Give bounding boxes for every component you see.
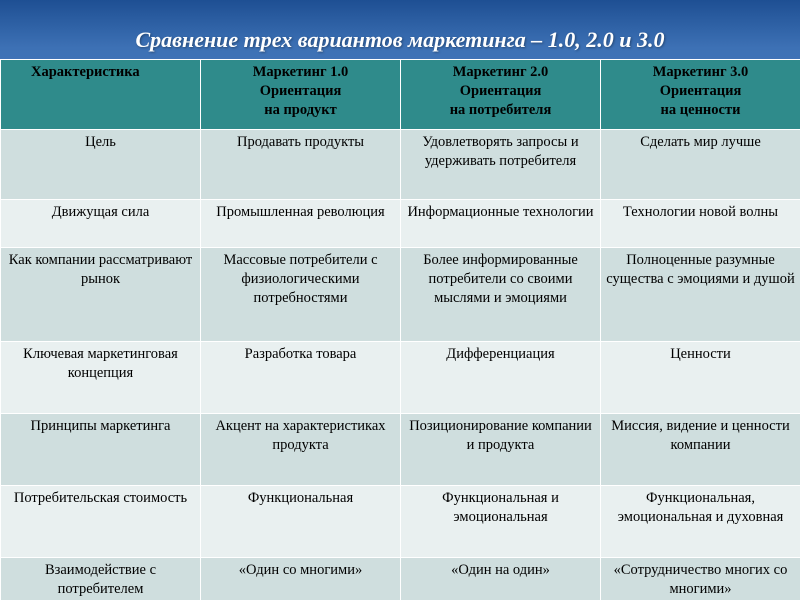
table-cell: Разработка товара <box>201 342 401 414</box>
table-cell: Полноценные разумные существа с эмоциями и душой <box>601 248 800 342</box>
table-cell: «Сотрудничество многих со многими» <box>601 558 800 600</box>
table-row <box>1 486 800 558</box>
table-row <box>1 342 800 414</box>
header-characteristic: Характеристика <box>1 60 201 130</box>
header-marketing-1: Маркетинг 1.0 Ориентация на продукт <box>201 60 401 130</box>
table-cell: Сделать мир лучше <box>601 130 800 200</box>
table-cell: Позиционирование компании и продукта <box>401 414 601 486</box>
table-cell: Дифференциация <box>401 342 601 414</box>
row-label-cell: Как компании рассматривают рынок <box>1 248 201 342</box>
table-cell: Массовые потребители с физиологическими потребностями <box>201 248 401 342</box>
row-label-cell: Принципы маркетинга <box>1 414 201 486</box>
table-cell: Информационные технологии <box>401 200 601 248</box>
row-label-cell: Потребительская стоимость <box>1 486 201 558</box>
header-marketing-2: Маркетинг 2.0 Ориентация на потребителя <box>401 60 601 130</box>
table-cell: Функциональная и эмоциональная <box>401 486 601 558</box>
table-cell: Технологии новой волны <box>601 200 800 248</box>
table-cell: Удовлетворять запросы и удерживать потребителя <box>401 130 601 200</box>
comparison-table-container <box>0 59 800 600</box>
table-cell: «Один со многими» <box>201 558 401 600</box>
table-cell: Функциональная <box>201 486 401 558</box>
table-row <box>1 200 800 248</box>
row-label-cell: Движущая сила <box>1 200 201 248</box>
table-cell: Продавать продукты <box>201 130 401 200</box>
row-label-cell: Цель <box>1 130 201 200</box>
table-cell: Ценности <box>601 342 800 414</box>
row-label-cell: Взаимодействие с потребителем <box>1 558 201 600</box>
table-cell: Функциональная, эмоциональная и духовная <box>601 486 800 558</box>
table-cell: Более информированные потребители со своими мыслями и эмоциями <box>401 248 601 342</box>
slide-title: Сравнение трех вариантов маркетинга – 1.0, 2.0 и 3.0 <box>135 27 665 52</box>
table-cell: Промышленная революция <box>201 200 401 248</box>
row-label-cell: Ключевая маркетинговая концепция <box>1 342 201 414</box>
table-row <box>1 558 800 600</box>
table-cell: «Один на один» <box>401 558 601 600</box>
table-cell: Миссия, видение и ценности компании <box>601 414 800 486</box>
table-row <box>1 414 800 486</box>
table-header-row <box>1 60 800 130</box>
table-row <box>1 130 800 200</box>
table-cell: Акцент на характеристиках продукта <box>201 414 401 486</box>
table-row <box>1 248 800 342</box>
marketing-comparison-table <box>0 59 800 600</box>
header-marketing-3: Маркетинг 3.0 Ориентация на ценности <box>601 60 800 130</box>
